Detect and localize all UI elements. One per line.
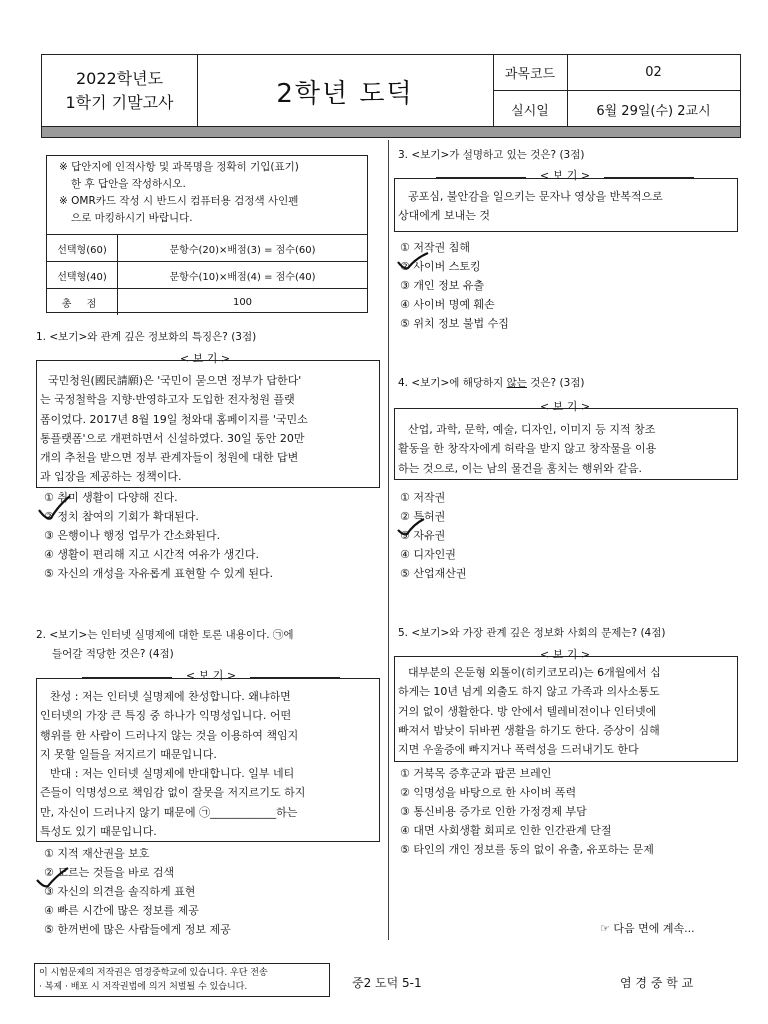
q3-bogi-box: 공포심, 불안감을 일으키는 문자나 영상을 반복적으로 상대에게 보내는 것 [394, 178, 738, 232]
option: ③ 은행이나 행정 업무가 간소화된다. [44, 529, 221, 542]
check-mark-icon [396, 516, 428, 540]
q1-stem: 1. <보기>와 관계 깊은 정보화의 특징은? (3점) [36, 331, 257, 343]
exam-header [41, 54, 741, 138]
option: ④ 디자인권 [400, 548, 456, 561]
score-row: 선택형(60) 문항수(20)×배점(3) = 점수(60) [47, 235, 367, 262]
check-mark-icon [36, 492, 76, 526]
option: ⑤ 타인의 개인 정보를 동의 없이 유출, 유포하는 문제 [400, 843, 654, 856]
option: ④ 생활이 편리해 지고 시간적 여유가 생긴다. [44, 548, 259, 561]
q3-bogi-label: < 보 기 > [532, 167, 598, 183]
option: ③ 통신비용 증가로 인한 가정경제 부담 [400, 805, 587, 818]
score-row: 선택형(40) 문항수(10)×배점(4) = 점수(40) [47, 262, 367, 289]
option: ③ 자신의 의견을 솔직하게 표현 [44, 885, 196, 898]
option: ⑤ 산업재산권 [400, 567, 467, 580]
continue-note: ☞ 다음 면에 계속... [600, 922, 695, 935]
column-divider [388, 140, 389, 940]
option: ⑤ 자신의 개성을 자유롭게 표현할 수 있게 된다. [44, 567, 274, 580]
q1-options [44, 488, 273, 583]
option: ⑤ 한꺼번에 많은 사람들에게 정보 제공 [44, 923, 231, 936]
q5-stem: 5. <보기>와 가장 관계 깊은 정보화 사회의 문제는? (4점) [398, 627, 666, 639]
q4-stem: 4. <보기>에 해당하지 않는 것은? (3점) [398, 377, 585, 389]
q5-bogi-label: < 보 기 > [532, 646, 598, 662]
q1-bogi-box: 국민청원(國民請願)은 '국민이 묻으면 정부가 답한다' 는 국정철학을 지향·반영하고자 도입한 전자청원 플랫 폼이었다. 2017년 8월 19일 청와대 홈페이지를 '국민소 통플랫폼'으로 개편하면서 신설하였다. 30일 동안 20만 개의 추천을 받으면 정부 관계자들이 청원에 대한 답변 과 입장을 제공하는 정책이다. [36, 360, 380, 488]
q2-bogi-box: 찬성 : 저는 인터넷 실명제에 찬성합니다. 왜냐하면 인터넷의 가장 큰 특징 중 하나가 익명성입니다. 어떤 행위를 한 사람이 드러나지 않는 것을 이용하여 책임지 지 못할 일들을 저지르기 때문입니다. 반대 : 저는 인터넷 실명제에 반대합니다. 일부 네티 즌들이 익명성으로 책임감 없이 잘못을 저지르기도 하지 만, 자신이 드러나지 않기 때문에 ㉠____________하는 특성도 있기 때문입니다. [36, 678, 380, 842]
option: ② 특허권 [400, 510, 446, 523]
exam-name: 1학기 기말고사 [65, 93, 174, 112]
q2-stem: 2. <보기>는 인터넷 실명제에 대한 토론 내용이다. ㉠에 들어갈 적당한 것은? (4점) [36, 629, 294, 660]
date-value: 6월 29일(수) 2교시 [596, 103, 711, 119]
q1-bogi-label: < 보 기 > [172, 350, 238, 366]
option: ① 지적 재산권을 보호 [44, 847, 150, 860]
code-label: 과목코드 [493, 55, 567, 91]
option: ② 사이버 스토킹 [400, 260, 481, 273]
q2-bogi-label: < 보 기 > [178, 667, 244, 683]
value-column [567, 55, 740, 127]
page-number: 중2 도덕 5-1 [352, 976, 422, 990]
option: ② 모르는 것들을 바로 검색 [44, 866, 175, 879]
header-shade-bar [42, 126, 740, 137]
exam-info-cell [42, 55, 198, 127]
instructions-text: ※ 답안지에 인적사항 및 과목명을 정확히 기입(표기) 한 후 답안을 작성하시오. ※ OMR카드 작성 시 반드시 컴퓨터용 검정색 사인펜 으로 마킹하시기 바랍니다. [59, 161, 299, 224]
q5-options [400, 764, 654, 859]
option: ① 취미 생활이 다양해 진다. [44, 491, 178, 504]
check-mark-icon [34, 864, 74, 894]
option: ① 저작권 침해 [400, 241, 470, 254]
option: ① 거북목 증후군과 팝콘 브레인 [400, 767, 552, 780]
label-column [493, 55, 568, 127]
option: ③ 자유권 [400, 529, 446, 542]
instructions-box [46, 155, 368, 313]
option: ④ 빠른 시간에 많은 정보를 제공 [44, 904, 199, 917]
subject-title: 2학년 도덕 [197, 55, 494, 127]
option: ⑤ 위치 정보 불법 수집 [400, 317, 509, 330]
code-value: 02 [567, 55, 740, 91]
option: ④ 사이버 명예 훼손 [400, 298, 495, 311]
option: ④ 대면 사회생활 회피로 인한 인간관계 단절 [400, 824, 612, 837]
copyright-box: 이 시험문제의 저작권은 염경중학교에 있습니다. 우단 전송 · 복제 · 배포 시 저작권법에 의거 처벌될 수 있습니다. [34, 963, 330, 997]
option: ② 정치 참여의 기회가 확대된다. [44, 510, 199, 523]
option: ① 저작권 [400, 491, 446, 504]
score-table [47, 234, 367, 315]
school-name: 염 경 중 학 교 [620, 976, 694, 990]
option: ③ 개인 정보 유출 [400, 279, 485, 292]
q4-bogi-label: < 보 기 > [532, 398, 598, 414]
q4-bogi-box: 산업, 과학, 문학, 예술, 디자인, 이미지 등 지적 창조 활동을 한 창작자에게 허락을 받지 않고 창작물을 이용 하는 것으로, 이는 남의 물건을 훔치는 행위와 같음. [394, 408, 738, 480]
option: ② 익명성을 바탕으로 한 사이버 폭력 [400, 786, 577, 799]
date-label: 실시일 [511, 103, 549, 119]
q3-stem: 3. <보기>가 설명하고 있는 것은? (3점) [398, 149, 585, 161]
score-total-row: 총 점 100 [47, 289, 367, 316]
check-mark-icon [396, 250, 432, 274]
q5-bogi-box: 대부분의 은둔형 외톨이(히키코모리)는 6개월에서 십 하게는 10년 넘게 외출도 하지 않고 가족과 의사소통도 거의 없이 생활한다. 방 안에서 텔레비전이나 인터넷에 빠져서 밤낮이 뒤바뀐 생활을 하기도 한다. 증상이 심해 지면 우울증에 빠지거나 폭력성을 드러내기도 한다 [394, 656, 738, 762]
school-year: 2022학년도 [75, 69, 164, 88]
